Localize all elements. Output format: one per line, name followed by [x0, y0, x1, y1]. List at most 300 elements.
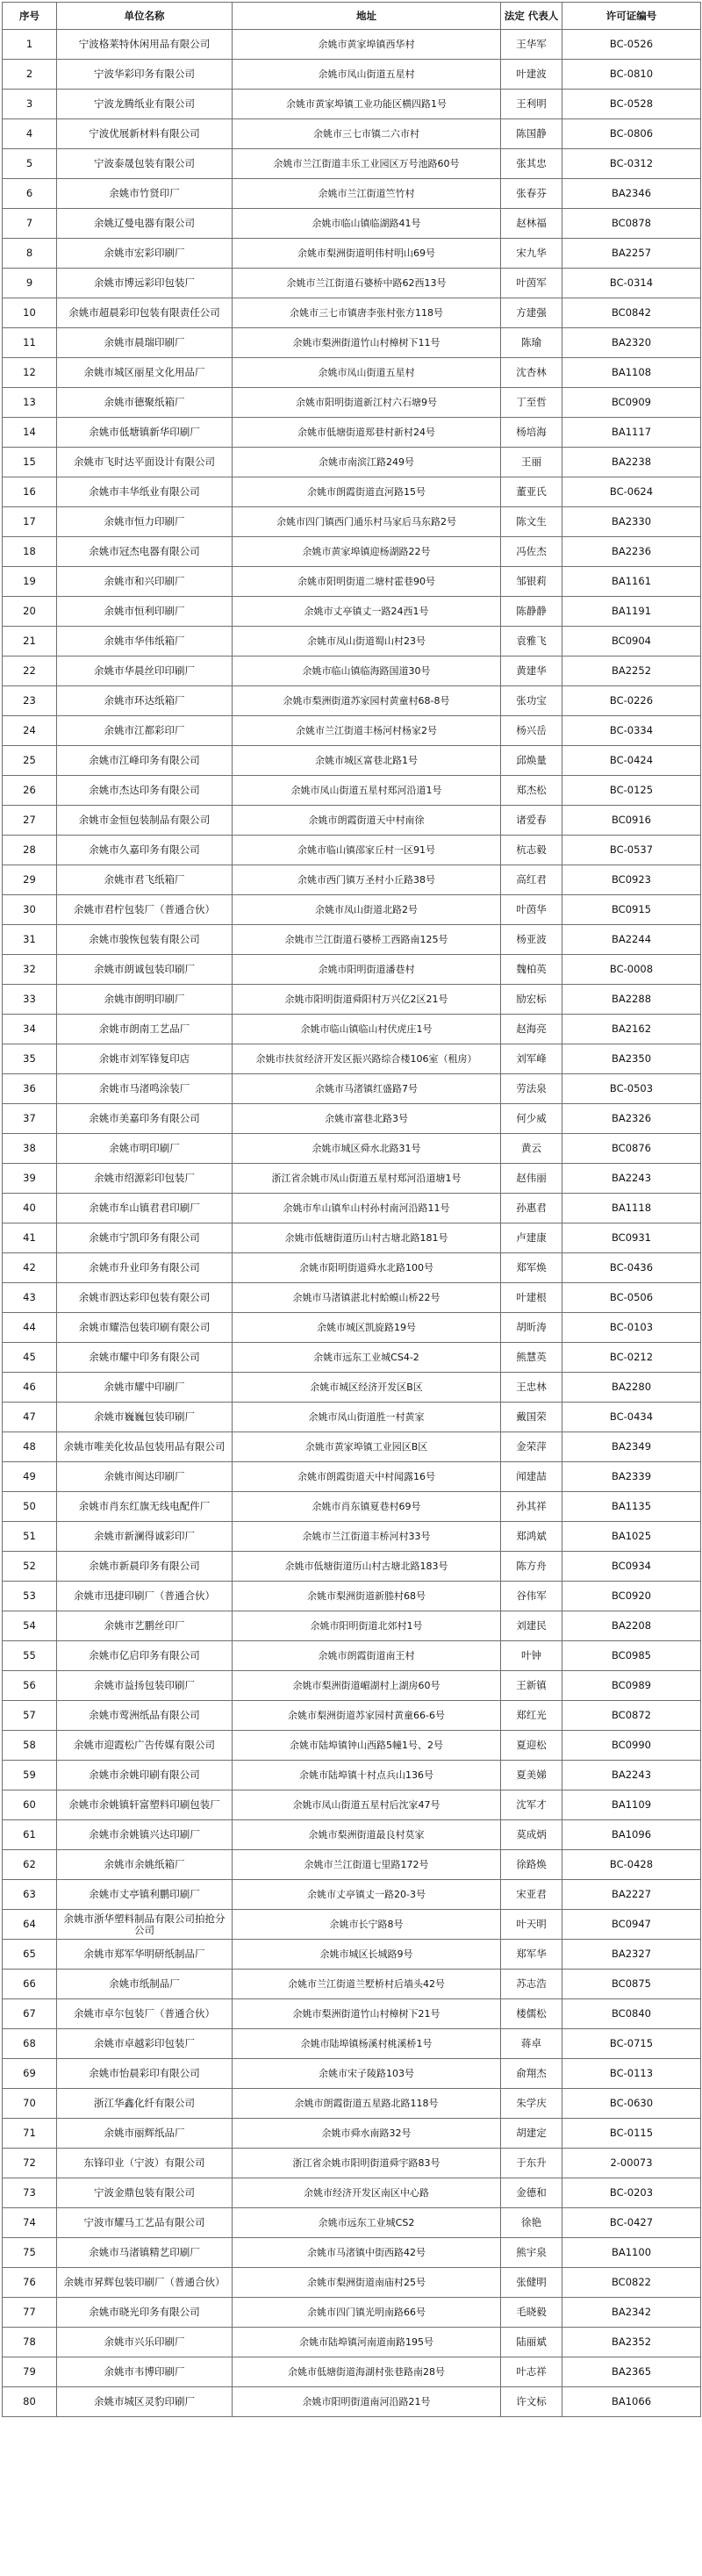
address-cell: 余姚市四门镇光明南路66号 [233, 2298, 501, 2328]
license-no-cell: BC0909 [562, 388, 701, 418]
unit-name-cell: 余姚市余姚镇兴达印刷厂 [57, 1820, 233, 1850]
table-row [3, 657, 701, 686]
address-cell: 余姚市兰江街道丰桥河村33号 [233, 1522, 501, 1552]
address-cell: 余姚市陆埠镇杨溪村桃溪桥1号 [233, 2029, 501, 2059]
unit-name-cell: 余姚市宁凯印务有限公司 [57, 1223, 233, 1253]
legal-rep-cell: 陈瑜 [501, 328, 562, 358]
header-serial: 序号 [3, 3, 57, 30]
serial-cell: 50 [3, 1492, 57, 1522]
address-cell: 余姚市阳明街道南河沿路21号 [233, 2387, 501, 2417]
unit-name-cell: 余姚市久嘉印务有限公司 [57, 836, 233, 865]
serial-cell: 70 [3, 2089, 57, 2119]
address-cell: 余姚市兰江街道七里路172号 [233, 1850, 501, 1880]
table-row [3, 1999, 701, 2029]
legal-rep-cell: 陆丽斌 [501, 2328, 562, 2357]
table-row [3, 1940, 701, 1970]
unit-name-cell: 余姚市余姚印刷有限公司 [57, 1761, 233, 1790]
table-row [3, 716, 701, 746]
legal-rep-cell: 徐路焕 [501, 1850, 562, 1880]
serial-cell: 59 [3, 1761, 57, 1790]
table-row [3, 627, 701, 657]
unit-name-cell: 余姚市新澜得诚彩印厂 [57, 1522, 233, 1552]
serial-cell: 36 [3, 1074, 57, 1104]
license-no-cell: BA2243 [562, 1164, 701, 1194]
legal-rep-cell: 孙其祥 [501, 1492, 562, 1522]
serial-cell: 71 [3, 2119, 57, 2149]
table-row [3, 1492, 701, 1522]
unit-name-cell: 余姚市明印刷厂 [57, 1134, 233, 1164]
unit-name-cell: 宁波泰晟包装有限公司 [57, 149, 233, 179]
unit-name-cell: 宁波市耀马工艺品有限公司 [57, 2208, 233, 2238]
legal-rep-cell: 劳法泉 [501, 1074, 562, 1104]
address-cell: 余姚市黄家埠镇工业园区B区 [233, 1432, 501, 1462]
address-cell: 余姚市马渚镇红盛路7号 [233, 1074, 501, 1104]
serial-cell: 30 [3, 895, 57, 925]
license-no-cell: BC-0427 [562, 2208, 701, 2238]
address-cell: 余姚市凤山街道北路2号 [233, 895, 501, 925]
serial-cell: 74 [3, 2208, 57, 2238]
license-no-cell: BA1025 [562, 1522, 701, 1552]
license-no-cell: BA2208 [562, 1611, 701, 1641]
address-cell: 余姚市阳明街道舜水北路100号 [233, 1253, 501, 1283]
legal-rep-cell: 徐艳 [501, 2208, 562, 2238]
license-no-cell: BC-0115 [562, 2119, 701, 2149]
table-row [3, 567, 701, 597]
unit-name-cell: 余姚市亿启印务有限公司 [57, 1641, 233, 1671]
license-no-cell: BC0934 [562, 1552, 701, 1582]
serial-cell: 40 [3, 1194, 57, 1223]
address-cell: 余姚市凤山街道五星村 [233, 60, 501, 90]
serial-cell: 43 [3, 1283, 57, 1313]
unit-name-cell: 余姚市泗达彩印包装有限公司 [57, 1283, 233, 1313]
license-no-cell: BA2227 [562, 1880, 701, 1910]
address-cell: 余姚市凤山街道胜一村黄家 [233, 1403, 501, 1432]
table-row [3, 1910, 701, 1940]
legal-rep-cell: 陈静静 [501, 597, 562, 627]
license-no-cell: BC-0436 [562, 1253, 701, 1283]
serial-cell: 49 [3, 1462, 57, 1492]
license-no-cell: BC-0434 [562, 1403, 701, 1432]
table-row [3, 1164, 701, 1194]
serial-cell: 24 [3, 716, 57, 746]
legal-rep-cell: 杨亚波 [501, 925, 562, 955]
license-no-cell: BC-0526 [562, 30, 701, 60]
header-legal-rep: 法定 代表人 [501, 3, 562, 30]
legal-rep-cell: 于东升 [501, 2149, 562, 2178]
table-row [3, 2387, 701, 2417]
legal-rep-cell: 王利明 [501, 90, 562, 119]
address-cell: 余姚市低塘街道历山村古塘北路183号 [233, 1552, 501, 1582]
address-cell: 余姚市阳明街道新江村六石塘9号 [233, 388, 501, 418]
unit-name-cell: 余姚市冠杰电器有限公司 [57, 537, 233, 567]
table-row [3, 60, 701, 90]
serial-cell: 55 [3, 1641, 57, 1671]
header-license-no: 许可证编号 [562, 3, 701, 30]
table-row [3, 209, 701, 239]
serial-cell: 27 [3, 806, 57, 836]
table-row [3, 776, 701, 806]
serial-cell: 62 [3, 1850, 57, 1880]
unit-name-cell: 余姚市莺洲纸品有限公司 [57, 1701, 233, 1731]
license-no-cell: BC0990 [562, 1731, 701, 1761]
address-cell: 余姚市朗霞街道南王村 [233, 1641, 501, 1671]
unit-name-cell: 余姚市迎霞松广告传媒有限公司 [57, 1731, 233, 1761]
address-cell: 余姚市凤山街道蜀山村23号 [233, 627, 501, 657]
legal-rep-cell: 邹银莉 [501, 567, 562, 597]
license-no-cell: BC-0428 [562, 1850, 701, 1880]
legal-rep-cell: 蒋卓 [501, 2029, 562, 2059]
license-no-cell: BC0876 [562, 1134, 701, 1164]
unit-name-cell: 余姚市江峰印务有限公司 [57, 746, 233, 776]
address-cell: 浙江省余姚市凤山街道五星村郑河沿道塘1号 [233, 1164, 501, 1194]
address-cell: 余姚市三七市镇唐李张村张方118号 [233, 298, 501, 328]
license-no-cell: BA2162 [562, 1015, 701, 1044]
table-row [3, 1701, 701, 1731]
serial-cell: 64 [3, 1910, 57, 1940]
address-cell: 余姚市梨洲街道竹山村樟树下11号 [233, 328, 501, 358]
license-no-cell: BC0947 [562, 1910, 701, 1940]
legal-rep-cell: 叶茵华 [501, 895, 562, 925]
table-row [3, 1731, 701, 1761]
legal-rep-cell: 王新镇 [501, 1671, 562, 1701]
serial-cell: 15 [3, 448, 57, 477]
license-no-cell: BA2288 [562, 985, 701, 1015]
unit-name-cell: 余姚市昇辉包装印刷厂（普通合伙） [57, 2268, 233, 2298]
license-no-cell: BC-0125 [562, 776, 701, 806]
address-cell: 余姚市陆埠镇十村点兵山136号 [233, 1761, 501, 1790]
legal-rep-cell: 王华军 [501, 30, 562, 60]
unit-name-cell: 宁波格莱特休闲用品有限公司 [57, 30, 233, 60]
unit-name-cell: 余姚市朗南工艺品厂 [57, 1015, 233, 1044]
table-row [3, 1432, 701, 1462]
legal-rep-cell: 苏志浩 [501, 1970, 562, 1999]
table-row [3, 507, 701, 537]
serial-cell: 77 [3, 2298, 57, 2328]
legal-rep-cell: 魏柏英 [501, 955, 562, 985]
table-row [3, 418, 701, 448]
table-row [3, 2059, 701, 2089]
unit-name-cell: 余姚市飞时达平面设计有限公司 [57, 448, 233, 477]
unit-name-cell: 余姚市浙华塑料制品有限公司拍抢分公司 [57, 1910, 233, 1940]
unit-name-cell: 余姚市巍巍包装印刷厂 [57, 1403, 233, 1432]
legal-rep-cell: 黄建华 [501, 657, 562, 686]
legal-rep-cell: 杨兴岳 [501, 716, 562, 746]
table-row [3, 1313, 701, 1343]
legal-rep-cell: 毛晓毅 [501, 2298, 562, 2328]
address-cell: 余姚市低塘街道海湖村张巷路南28号 [233, 2357, 501, 2387]
license-no-cell: BC-0212 [562, 1343, 701, 1373]
unit-name-cell: 余姚市纸制品厂 [57, 1970, 233, 1999]
unit-name-cell: 余姚市怡晨彩印有限公司 [57, 2059, 233, 2089]
unit-name-cell: 余姚市竹贤印厂 [57, 179, 233, 209]
unit-name-cell: 余姚市耀浩包装印刷有限公司 [57, 1313, 233, 1343]
license-no-cell: BA2339 [562, 1462, 701, 1492]
license-no-cell: BA1096 [562, 1820, 701, 1850]
address-cell: 余姚市长宁路8号 [233, 1910, 501, 1940]
serial-cell: 75 [3, 2238, 57, 2268]
legal-rep-cell: 励宏标 [501, 985, 562, 1015]
license-no-cell: BC-0624 [562, 477, 701, 507]
unit-name-cell: 余姚市郑军华明研纸制品厂 [57, 1940, 233, 1970]
table-row [3, 1044, 701, 1074]
legal-rep-cell: 莫成炳 [501, 1820, 562, 1850]
table-row [3, 1104, 701, 1134]
address-cell: 余姚市梨洲街道苏家园村黄童村68-8号 [233, 686, 501, 716]
legal-rep-cell: 宋亚君 [501, 1880, 562, 1910]
unit-name-cell: 余姚市和兴印刷厂 [57, 567, 233, 597]
unit-name-cell: 余姚市绍源彩印包装厂 [57, 1164, 233, 1194]
address-cell: 余姚市肖东镇夏巷村69号 [233, 1492, 501, 1522]
legal-rep-cell: 叶茵军 [501, 269, 562, 298]
license-no-cell: BC0989 [562, 1671, 701, 1701]
address-cell: 余姚市城区长城路9号 [233, 1940, 501, 1970]
address-cell: 余姚市朗霞街道直河路15号 [233, 477, 501, 507]
unit-name-cell: 余姚市益扬包装印刷厂 [57, 1671, 233, 1701]
address-cell: 余姚市经济开发区南区中心路 [233, 2178, 501, 2208]
license-no-cell: BA2244 [562, 925, 701, 955]
address-cell: 余姚市梨洲街道新塍村68号 [233, 1582, 501, 1611]
unit-name-cell: 余姚市宏彩印刷厂 [57, 239, 233, 269]
unit-name-cell: 余姚市丰华纸业有限公司 [57, 477, 233, 507]
serial-cell: 28 [3, 836, 57, 865]
header-row [3, 3, 701, 30]
license-no-cell: BA2238 [562, 448, 701, 477]
address-cell: 余姚市朗霞街道天中村闻露16号 [233, 1462, 501, 1492]
table-row [3, 1761, 701, 1790]
address-cell: 余姚市城区经济开发区B区 [233, 1373, 501, 1403]
license-no-cell: BC-0715 [562, 2029, 701, 2059]
table-row [3, 2208, 701, 2238]
license-no-cell: BA2326 [562, 1104, 701, 1134]
license-no-cell: BC-0113 [562, 2059, 701, 2089]
license-no-cell: BC0842 [562, 298, 701, 328]
license-no-cell: BA2346 [562, 179, 701, 209]
table-row [3, 1522, 701, 1552]
table-row [3, 865, 701, 895]
unit-name-cell: 余姚市余姚纸箱厂 [57, 1850, 233, 1880]
address-cell: 余姚市梨洲街道苏家园村黄童66-6号 [233, 1701, 501, 1731]
license-no-cell: BC0875 [562, 1970, 701, 1999]
table-row [3, 746, 701, 776]
table-row [3, 477, 701, 507]
address-cell: 余姚市陆埠镇钟山西路5幢1号、2号 [233, 1731, 501, 1761]
unit-name-cell: 余姚市美嘉印务有限公司 [57, 1104, 233, 1134]
unit-name-cell: 浙江华鑫化纤有限公司 [57, 2089, 233, 2119]
table-body [3, 30, 701, 2417]
legal-rep-cell: 熊慧英 [501, 1343, 562, 1373]
serial-cell: 17 [3, 507, 57, 537]
serial-cell: 42 [3, 1253, 57, 1283]
license-no-cell: BC0904 [562, 627, 701, 657]
license-no-cell: BA2252 [562, 657, 701, 686]
license-no-cell: BC-0806 [562, 119, 701, 149]
table-row [3, 1552, 701, 1582]
address-cell: 余姚市西门镇万圣村小丘路38号 [233, 865, 501, 895]
serial-cell: 78 [3, 2328, 57, 2357]
unit-name-cell: 余姚市卓尔包装厂（普通合伙） [57, 1999, 233, 2029]
address-cell: 余姚市兰江街道竺竹村 [233, 179, 501, 209]
legal-rep-cell: 张其忠 [501, 149, 562, 179]
legal-rep-cell: 金德和 [501, 2178, 562, 2208]
legal-rep-cell: 方建强 [501, 298, 562, 328]
legal-rep-cell: 叶天明 [501, 1910, 562, 1940]
legal-rep-cell: 沈杏林 [501, 358, 562, 388]
legal-rep-cell: 胡昕涛 [501, 1313, 562, 1343]
table-row [3, 2298, 701, 2328]
address-cell: 余姚市城区富巷北路1号 [233, 746, 501, 776]
table-row [3, 1074, 701, 1104]
serial-cell: 31 [3, 925, 57, 955]
unit-name-cell: 余姚市环达纸箱厂 [57, 686, 233, 716]
serial-cell: 4 [3, 119, 57, 149]
table-row [3, 1611, 701, 1641]
license-no-cell: BC-0103 [562, 1313, 701, 1343]
legal-rep-cell: 金荣萍 [501, 1432, 562, 1462]
license-no-cell: BC-0506 [562, 1283, 701, 1313]
table-row [3, 298, 701, 328]
unit-name-cell: 余姚市恒利印刷厂 [57, 597, 233, 627]
address-cell: 余姚市丈亭镇丈一路24西1号 [233, 597, 501, 627]
legal-rep-cell: 宋九华 [501, 239, 562, 269]
table-row [3, 1015, 701, 1044]
unit-name-cell: 余姚市余姚镇轩富塑料印刷包装厂 [57, 1790, 233, 1820]
license-no-cell: BC-0203 [562, 2178, 701, 2208]
legal-rep-cell: 杭志毅 [501, 836, 562, 865]
unit-name-cell: 余姚市君飞纸箱厂 [57, 865, 233, 895]
unit-name-cell: 余姚市唯美化妆品包装用品有限公司 [57, 1432, 233, 1462]
table-row [3, 388, 701, 418]
unit-name-cell: 余姚市肖东红旗无线电配件厂 [57, 1492, 233, 1522]
address-cell: 余姚市富巷北路3号 [233, 1104, 501, 1134]
legal-rep-cell: 王忠林 [501, 1373, 562, 1403]
serial-cell: 10 [3, 298, 57, 328]
legal-rep-cell: 闻建喆 [501, 1462, 562, 1492]
address-cell: 余姚市兰江街道石婆桥中路62西13号 [233, 269, 501, 298]
table-row [3, 2178, 701, 2208]
legal-rep-cell: 杨培海 [501, 418, 562, 448]
serial-cell: 32 [3, 955, 57, 985]
unit-name-cell: 余姚市牟山镇君君印刷厂 [57, 1194, 233, 1223]
license-no-cell: BC0920 [562, 1582, 701, 1611]
address-cell: 余姚市南滨江路249号 [233, 448, 501, 477]
table-row [3, 358, 701, 388]
unit-name-cell: 余姚市兴乐印刷厂 [57, 2328, 233, 2357]
table-row [3, 2119, 701, 2149]
table-row [3, 328, 701, 358]
address-cell: 余姚市阳明街道北郊村1号 [233, 1611, 501, 1641]
serial-cell: 34 [3, 1015, 57, 1044]
serial-cell: 19 [3, 567, 57, 597]
address-cell: 余姚市扶贫经济开发区振兴路综合楼106室（租房） [233, 1044, 501, 1074]
legal-rep-cell: 熊宇泉 [501, 2238, 562, 2268]
license-no-cell: BC-0810 [562, 60, 701, 90]
serial-cell: 45 [3, 1343, 57, 1373]
serial-cell: 33 [3, 985, 57, 1015]
serial-cell: 18 [3, 537, 57, 567]
legal-rep-cell: 许文标 [501, 2387, 562, 2417]
serial-cell: 61 [3, 1820, 57, 1850]
legal-rep-cell: 俞翔杰 [501, 2059, 562, 2089]
serial-cell: 35 [3, 1044, 57, 1074]
license-no-cell: BC0822 [562, 2268, 701, 2298]
address-cell: 余姚市梨洲街道南庙村25号 [233, 2268, 501, 2298]
serial-cell: 63 [3, 1880, 57, 1910]
unit-name-cell: 余姚市丽辉纸品厂 [57, 2119, 233, 2149]
serial-cell: 41 [3, 1223, 57, 1253]
address-cell: 余姚市丈亭镇丈一路20-3号 [233, 1880, 501, 1910]
unit-name-cell: 余姚市刘军锋复印店 [57, 1044, 233, 1074]
address-cell: 余姚市城区凯旋路19号 [233, 1313, 501, 1343]
address-cell: 余姚市凤山街道五星村 [233, 358, 501, 388]
table-row [3, 836, 701, 865]
serial-cell: 29 [3, 865, 57, 895]
address-cell: 余姚市凤山街道五星村后沈家47号 [233, 1790, 501, 1820]
license-no-cell: BA1066 [562, 2387, 701, 2417]
table-row [3, 2268, 701, 2298]
license-no-cell: BC0985 [562, 1641, 701, 1671]
address-cell: 余姚市马渚镇湛北村蛤蟆山桥22号 [233, 1283, 501, 1313]
legal-rep-cell: 丁至哲 [501, 388, 562, 418]
address-cell: 余姚市凤山街道五星村郑河沿道1号 [233, 776, 501, 806]
serial-cell: 13 [3, 388, 57, 418]
legal-rep-cell: 陈方舟 [501, 1552, 562, 1582]
address-cell: 余姚市梨洲街道嵋湖村上湖房60号 [233, 1671, 501, 1701]
table-row [3, 537, 701, 567]
unit-name-cell: 余姚市卓越彩印包装厂 [57, 2029, 233, 2059]
address-cell: 余姚市临山镇临湖路41号 [233, 209, 501, 239]
serial-cell: 47 [3, 1403, 57, 1432]
legal-rep-cell: 叶钟 [501, 1641, 562, 1671]
legal-rep-cell: 张健明 [501, 2268, 562, 2298]
table-row [3, 2089, 701, 2119]
serial-cell: 38 [3, 1134, 57, 1164]
unit-name-cell: 余姚市恒力印刷厂 [57, 507, 233, 537]
legal-rep-cell: 高红君 [501, 865, 562, 895]
table-row [3, 1253, 701, 1283]
license-no-cell: BA2342 [562, 2298, 701, 2328]
unit-name-cell: 余姚市马渚鸣涂装厂 [57, 1074, 233, 1104]
table-row [3, 119, 701, 149]
table-row [3, 1462, 701, 1492]
legal-rep-cell: 袁雅飞 [501, 627, 562, 657]
table-row [3, 895, 701, 925]
unit-name-cell: 余姚市耀中印刷厂 [57, 1373, 233, 1403]
table-row [3, 30, 701, 60]
table-row [3, 1850, 701, 1880]
license-no-cell: BC0916 [562, 806, 701, 836]
serial-cell: 48 [3, 1432, 57, 1462]
table-row [3, 597, 701, 627]
serial-cell: 46 [3, 1373, 57, 1403]
serial-cell: 67 [3, 1999, 57, 2029]
unit-name-cell: 余姚市杰达印务有限公司 [57, 776, 233, 806]
address-cell: 余姚市低塘街道历山村古塘北路181号 [233, 1223, 501, 1253]
address-cell: 余姚市兰江街道兰墅桥村后墙头42号 [233, 1970, 501, 1999]
serial-cell: 79 [3, 2357, 57, 2387]
address-cell: 余姚市远东工业城CS2 [233, 2208, 501, 2238]
unit-name-cell: 余姚市晨瑞印刷厂 [57, 328, 233, 358]
serial-cell: 51 [3, 1522, 57, 1552]
unit-name-cell: 余姚市朗诚包装印刷厂 [57, 955, 233, 985]
serial-cell: 23 [3, 686, 57, 716]
table-row [3, 2029, 701, 2059]
table-row [3, 686, 701, 716]
legal-rep-cell: 郑军华 [501, 1940, 562, 1970]
serial-cell: 9 [3, 269, 57, 298]
serial-cell: 60 [3, 1790, 57, 1820]
address-cell: 余姚市梨洲街道最良村莫家 [233, 1820, 501, 1850]
unit-name-cell: 余姚市马渚镇精艺印刷厂 [57, 2238, 233, 2268]
